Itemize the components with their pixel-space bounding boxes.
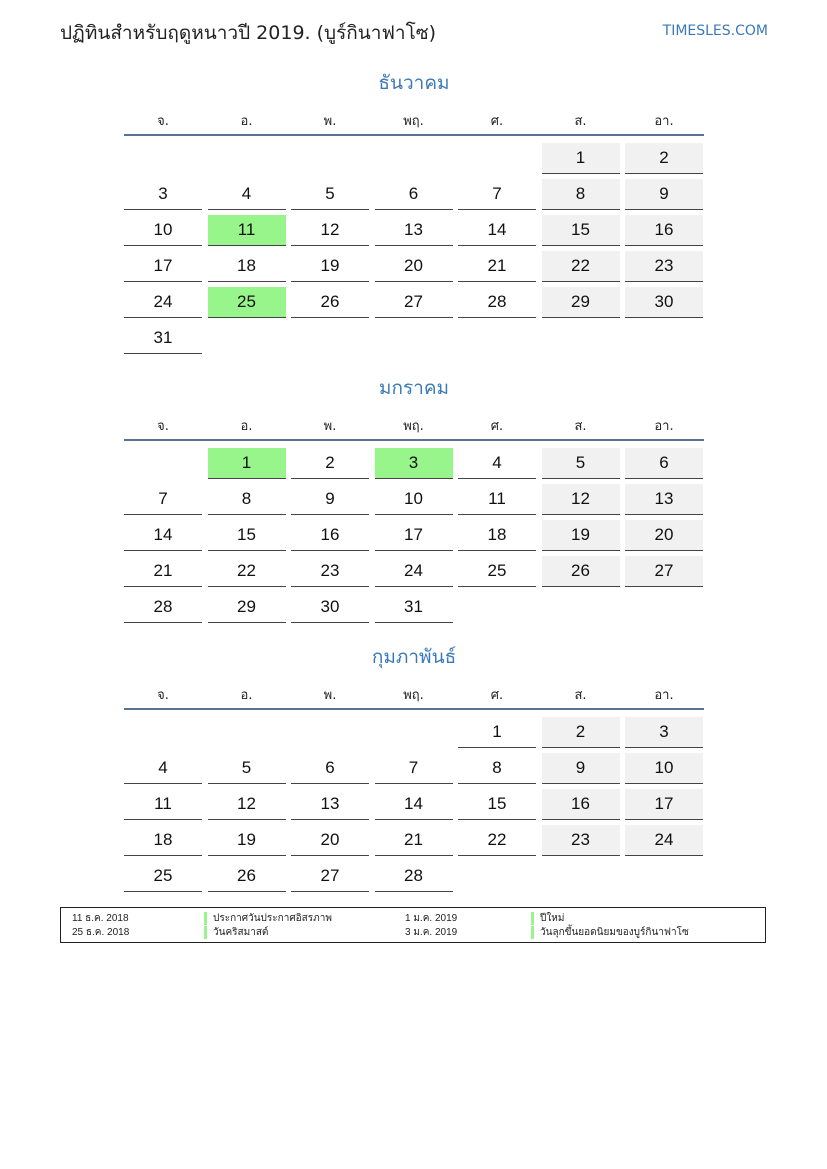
day-cell: 23 bbox=[291, 556, 369, 587]
day-cell: 17 bbox=[124, 251, 202, 282]
weekday-label: อา. bbox=[654, 688, 674, 703]
day-cell: 3 bbox=[124, 179, 202, 210]
brand-link[interactable]: TIMESLES.COM bbox=[662, 23, 768, 39]
day-cell: 28 bbox=[458, 287, 536, 318]
holiday-day-cell: 3 bbox=[375, 448, 453, 479]
day-cell: 16 bbox=[542, 789, 620, 820]
day-cell: 22 bbox=[542, 251, 620, 282]
day-cell: 19 bbox=[208, 825, 286, 856]
weekday-label: อ. bbox=[240, 419, 253, 434]
day-cell: 15 bbox=[458, 789, 536, 820]
day-cell: 6 bbox=[625, 448, 703, 479]
day-cell: 14 bbox=[375, 789, 453, 820]
day-cell: 20 bbox=[625, 520, 703, 551]
holiday-legend bbox=[60, 907, 766, 943]
weekday-label: อา. bbox=[654, 114, 674, 129]
day-cell: 20 bbox=[375, 251, 453, 282]
weekday-label: ศ. bbox=[490, 688, 504, 703]
day-cell: 21 bbox=[124, 556, 202, 587]
legend-date: 11 ธ.ค. 2018 bbox=[72, 913, 129, 924]
day-cell: 9 bbox=[291, 484, 369, 515]
weekday-label: จ. bbox=[157, 688, 169, 703]
day-cell: 21 bbox=[458, 251, 536, 282]
day-cell: 23 bbox=[542, 825, 620, 856]
weekday-header bbox=[124, 110, 704, 136]
day-cell: 29 bbox=[542, 287, 620, 318]
day-cell: 26 bbox=[208, 861, 286, 892]
day-cell: 18 bbox=[208, 251, 286, 282]
day-cell: 6 bbox=[375, 179, 453, 210]
day-cell: 5 bbox=[291, 179, 369, 210]
weekday-label: ศ. bbox=[490, 419, 504, 434]
weekday-label: จ. bbox=[157, 114, 169, 129]
day-cell: 1 bbox=[458, 717, 536, 748]
weekday-label: ส. bbox=[574, 419, 587, 434]
month-title: มกราคม bbox=[378, 377, 450, 399]
day-cell: 3 bbox=[625, 717, 703, 748]
day-cell: 30 bbox=[625, 287, 703, 318]
day-cell: 6 bbox=[291, 753, 369, 784]
day-cell: 16 bbox=[291, 520, 369, 551]
holiday-day-cell: 1 bbox=[208, 448, 286, 479]
weekday-label: ส. bbox=[574, 114, 587, 129]
day-cell: 22 bbox=[208, 556, 286, 587]
day-cell: 30 bbox=[291, 592, 369, 623]
day-cell: 15 bbox=[542, 215, 620, 246]
day-cell: 10 bbox=[375, 484, 453, 515]
day-cell: 25 bbox=[458, 556, 536, 587]
day-cell: 7 bbox=[458, 179, 536, 210]
weekday-label: พฤ. bbox=[403, 419, 424, 434]
day-cell: 28 bbox=[124, 592, 202, 623]
day-cell: 5 bbox=[208, 753, 286, 784]
day-cell: 8 bbox=[542, 179, 620, 210]
weekday-label: พฤ. bbox=[403, 114, 424, 129]
day-cell: 26 bbox=[542, 556, 620, 587]
day-cell: 2 bbox=[542, 717, 620, 748]
day-cell: 28 bbox=[375, 861, 453, 892]
day-cell: 1 bbox=[542, 143, 620, 174]
day-cell: 19 bbox=[291, 251, 369, 282]
day-cell: 14 bbox=[458, 215, 536, 246]
day-cell: 24 bbox=[124, 287, 202, 318]
legend-name: ประกาศวันประกาศอิสรภาพ bbox=[204, 912, 332, 925]
weekday-label: อ. bbox=[240, 114, 253, 129]
legend-date: 3 ม.ค. 2019 bbox=[405, 927, 458, 938]
day-cell: 24 bbox=[625, 825, 703, 856]
day-cell: 13 bbox=[291, 789, 369, 820]
day-cell: 2 bbox=[625, 143, 703, 174]
day-cell: 16 bbox=[625, 215, 703, 246]
month-title: กุมภาพันธ์ bbox=[371, 646, 457, 668]
weekday-label: ส. bbox=[574, 688, 587, 703]
weekday-label: พ. bbox=[323, 419, 337, 434]
day-cell: 5 bbox=[542, 448, 620, 479]
day-cell: 26 bbox=[291, 287, 369, 318]
legend-name: วันลุกขึ้นยอดนิยมของบูร์กินาฟาโซ bbox=[531, 926, 689, 939]
weekday-label: พ. bbox=[323, 114, 337, 129]
day-cell: 12 bbox=[208, 789, 286, 820]
legend-name: ปีใหม่ bbox=[531, 912, 564, 925]
day-cell: 4 bbox=[124, 753, 202, 784]
day-cell: 23 bbox=[625, 251, 703, 282]
day-cell: 8 bbox=[458, 753, 536, 784]
day-cell: 2 bbox=[291, 448, 369, 479]
day-cell: 7 bbox=[124, 484, 202, 515]
day-cell: 13 bbox=[375, 215, 453, 246]
day-cell: 4 bbox=[208, 179, 286, 210]
day-cell: 13 bbox=[625, 484, 703, 515]
day-cell: 19 bbox=[542, 520, 620, 551]
day-cell: 18 bbox=[124, 825, 202, 856]
day-cell: 8 bbox=[208, 484, 286, 515]
day-cell: 12 bbox=[542, 484, 620, 515]
day-cell: 10 bbox=[124, 215, 202, 246]
weekday-label: อ. bbox=[240, 688, 253, 703]
weekday-label: อา. bbox=[654, 419, 674, 434]
day-cell: 18 bbox=[458, 520, 536, 551]
day-cell: 11 bbox=[458, 484, 536, 515]
day-cell: 27 bbox=[375, 287, 453, 318]
legend-date: 1 ม.ค. 2019 bbox=[405, 913, 458, 924]
day-cell: 29 bbox=[208, 592, 286, 623]
legend-date: 25 ธ.ค. 2018 bbox=[72, 927, 130, 938]
day-cell: 9 bbox=[625, 179, 703, 210]
holiday-day-cell: 25 bbox=[208, 287, 286, 318]
weekday-label: จ. bbox=[157, 419, 169, 434]
day-cell: 20 bbox=[291, 825, 369, 856]
weekday-header bbox=[124, 415, 704, 441]
day-cell: 10 bbox=[625, 753, 703, 784]
day-cell: 17 bbox=[375, 520, 453, 551]
holiday-day-cell: 11 bbox=[208, 215, 286, 246]
day-cell: 15 bbox=[208, 520, 286, 551]
day-cell: 11 bbox=[124, 789, 202, 820]
legend-name: วันคริสมาสต์ bbox=[204, 926, 268, 939]
day-cell: 4 bbox=[458, 448, 536, 479]
weekday-label: พฤ. bbox=[403, 688, 424, 703]
day-cell: 12 bbox=[291, 215, 369, 246]
day-cell: 27 bbox=[625, 556, 703, 587]
weekday-header bbox=[124, 684, 704, 710]
day-cell: 7 bbox=[375, 753, 453, 784]
day-cell: 9 bbox=[542, 753, 620, 784]
day-cell: 14 bbox=[124, 520, 202, 551]
day-cell: 31 bbox=[375, 592, 453, 623]
weekday-label: ศ. bbox=[490, 114, 504, 129]
month-title: ธันวาคม bbox=[378, 72, 450, 94]
day-cell: 25 bbox=[124, 861, 202, 892]
weekday-label: พ. bbox=[323, 688, 337, 703]
day-cell: 24 bbox=[375, 556, 453, 587]
page-title: ปฏิทินสำหรับฤดูหนาวปี 2019. (บูร์กินาฟาโซ) bbox=[60, 22, 437, 44]
day-cell: 21 bbox=[375, 825, 453, 856]
day-cell: 27 bbox=[291, 861, 369, 892]
day-cell: 31 bbox=[124, 323, 202, 354]
day-cell: 22 bbox=[458, 825, 536, 856]
day-cell: 17 bbox=[625, 789, 703, 820]
